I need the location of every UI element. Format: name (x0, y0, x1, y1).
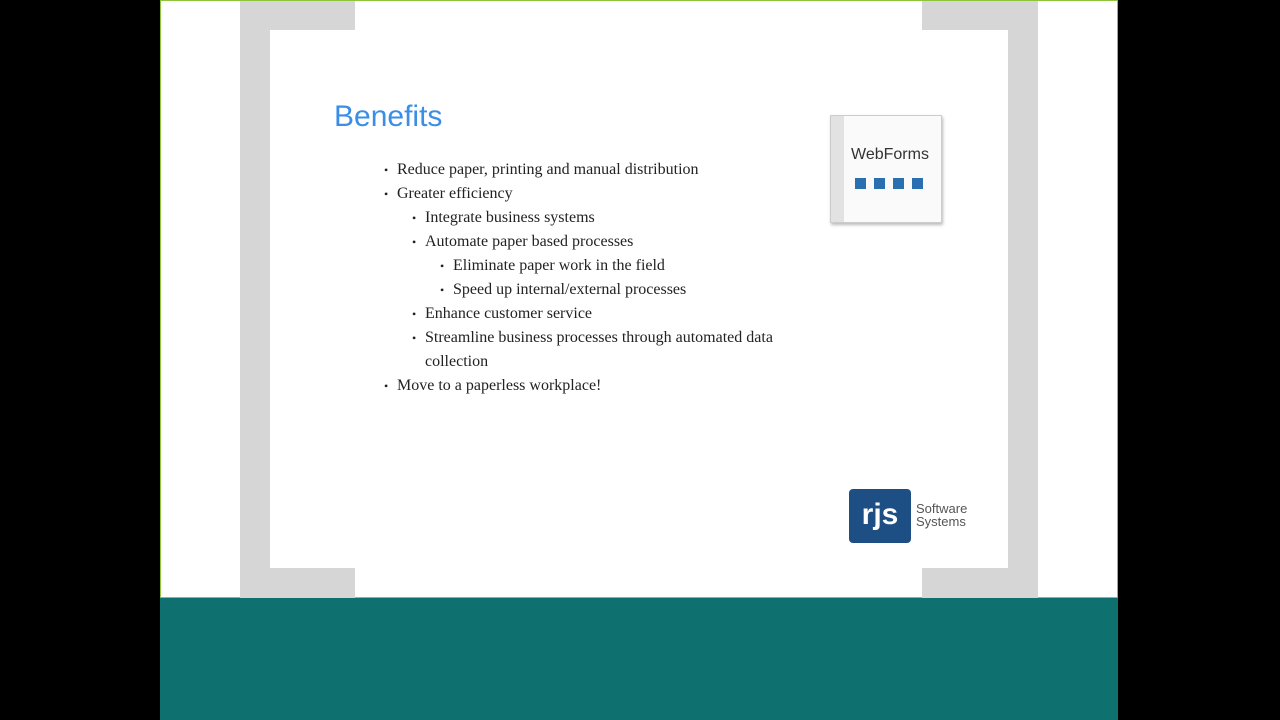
bullet-item: • Move to a paperless workplace! (384, 374, 835, 398)
logo-text (916, 502, 967, 528)
product-icons (855, 178, 923, 189)
frame-bottom-left (240, 568, 355, 598)
bullet-item: • Eliminate paper work in the field (440, 254, 835, 278)
bullet-item: • Streamline business processes through automated data collection (412, 326, 835, 374)
bullet-item: • Speed up internal/external processes (440, 278, 835, 302)
slide-title: Benefits (334, 100, 443, 133)
bullet-item: • Enhance customer service (412, 302, 835, 326)
rjs-logo: rjs (849, 489, 911, 543)
bullet-item: • Automate paper based processes (412, 230, 835, 254)
frame-left-bar (240, 1, 270, 598)
product-name: WebForms (851, 146, 929, 163)
logo-line2: Systems (916, 514, 966, 529)
logo-line1: Software (916, 501, 968, 516)
frame-right-bar (1008, 1, 1038, 598)
webforms-product-box (830, 115, 942, 223)
bullet-list (384, 158, 835, 398)
bullet-item: • Integrate business systems (412, 206, 835, 230)
footer-bar (160, 598, 1118, 720)
frame-bottom-right (922, 568, 1038, 598)
bullet-item: • Reduce paper, printing and manual distribution (384, 158, 835, 182)
frame-top-left (240, 1, 355, 30)
frame-top-right (922, 1, 1038, 30)
bullet-item: • Greater efficiency (384, 182, 835, 206)
